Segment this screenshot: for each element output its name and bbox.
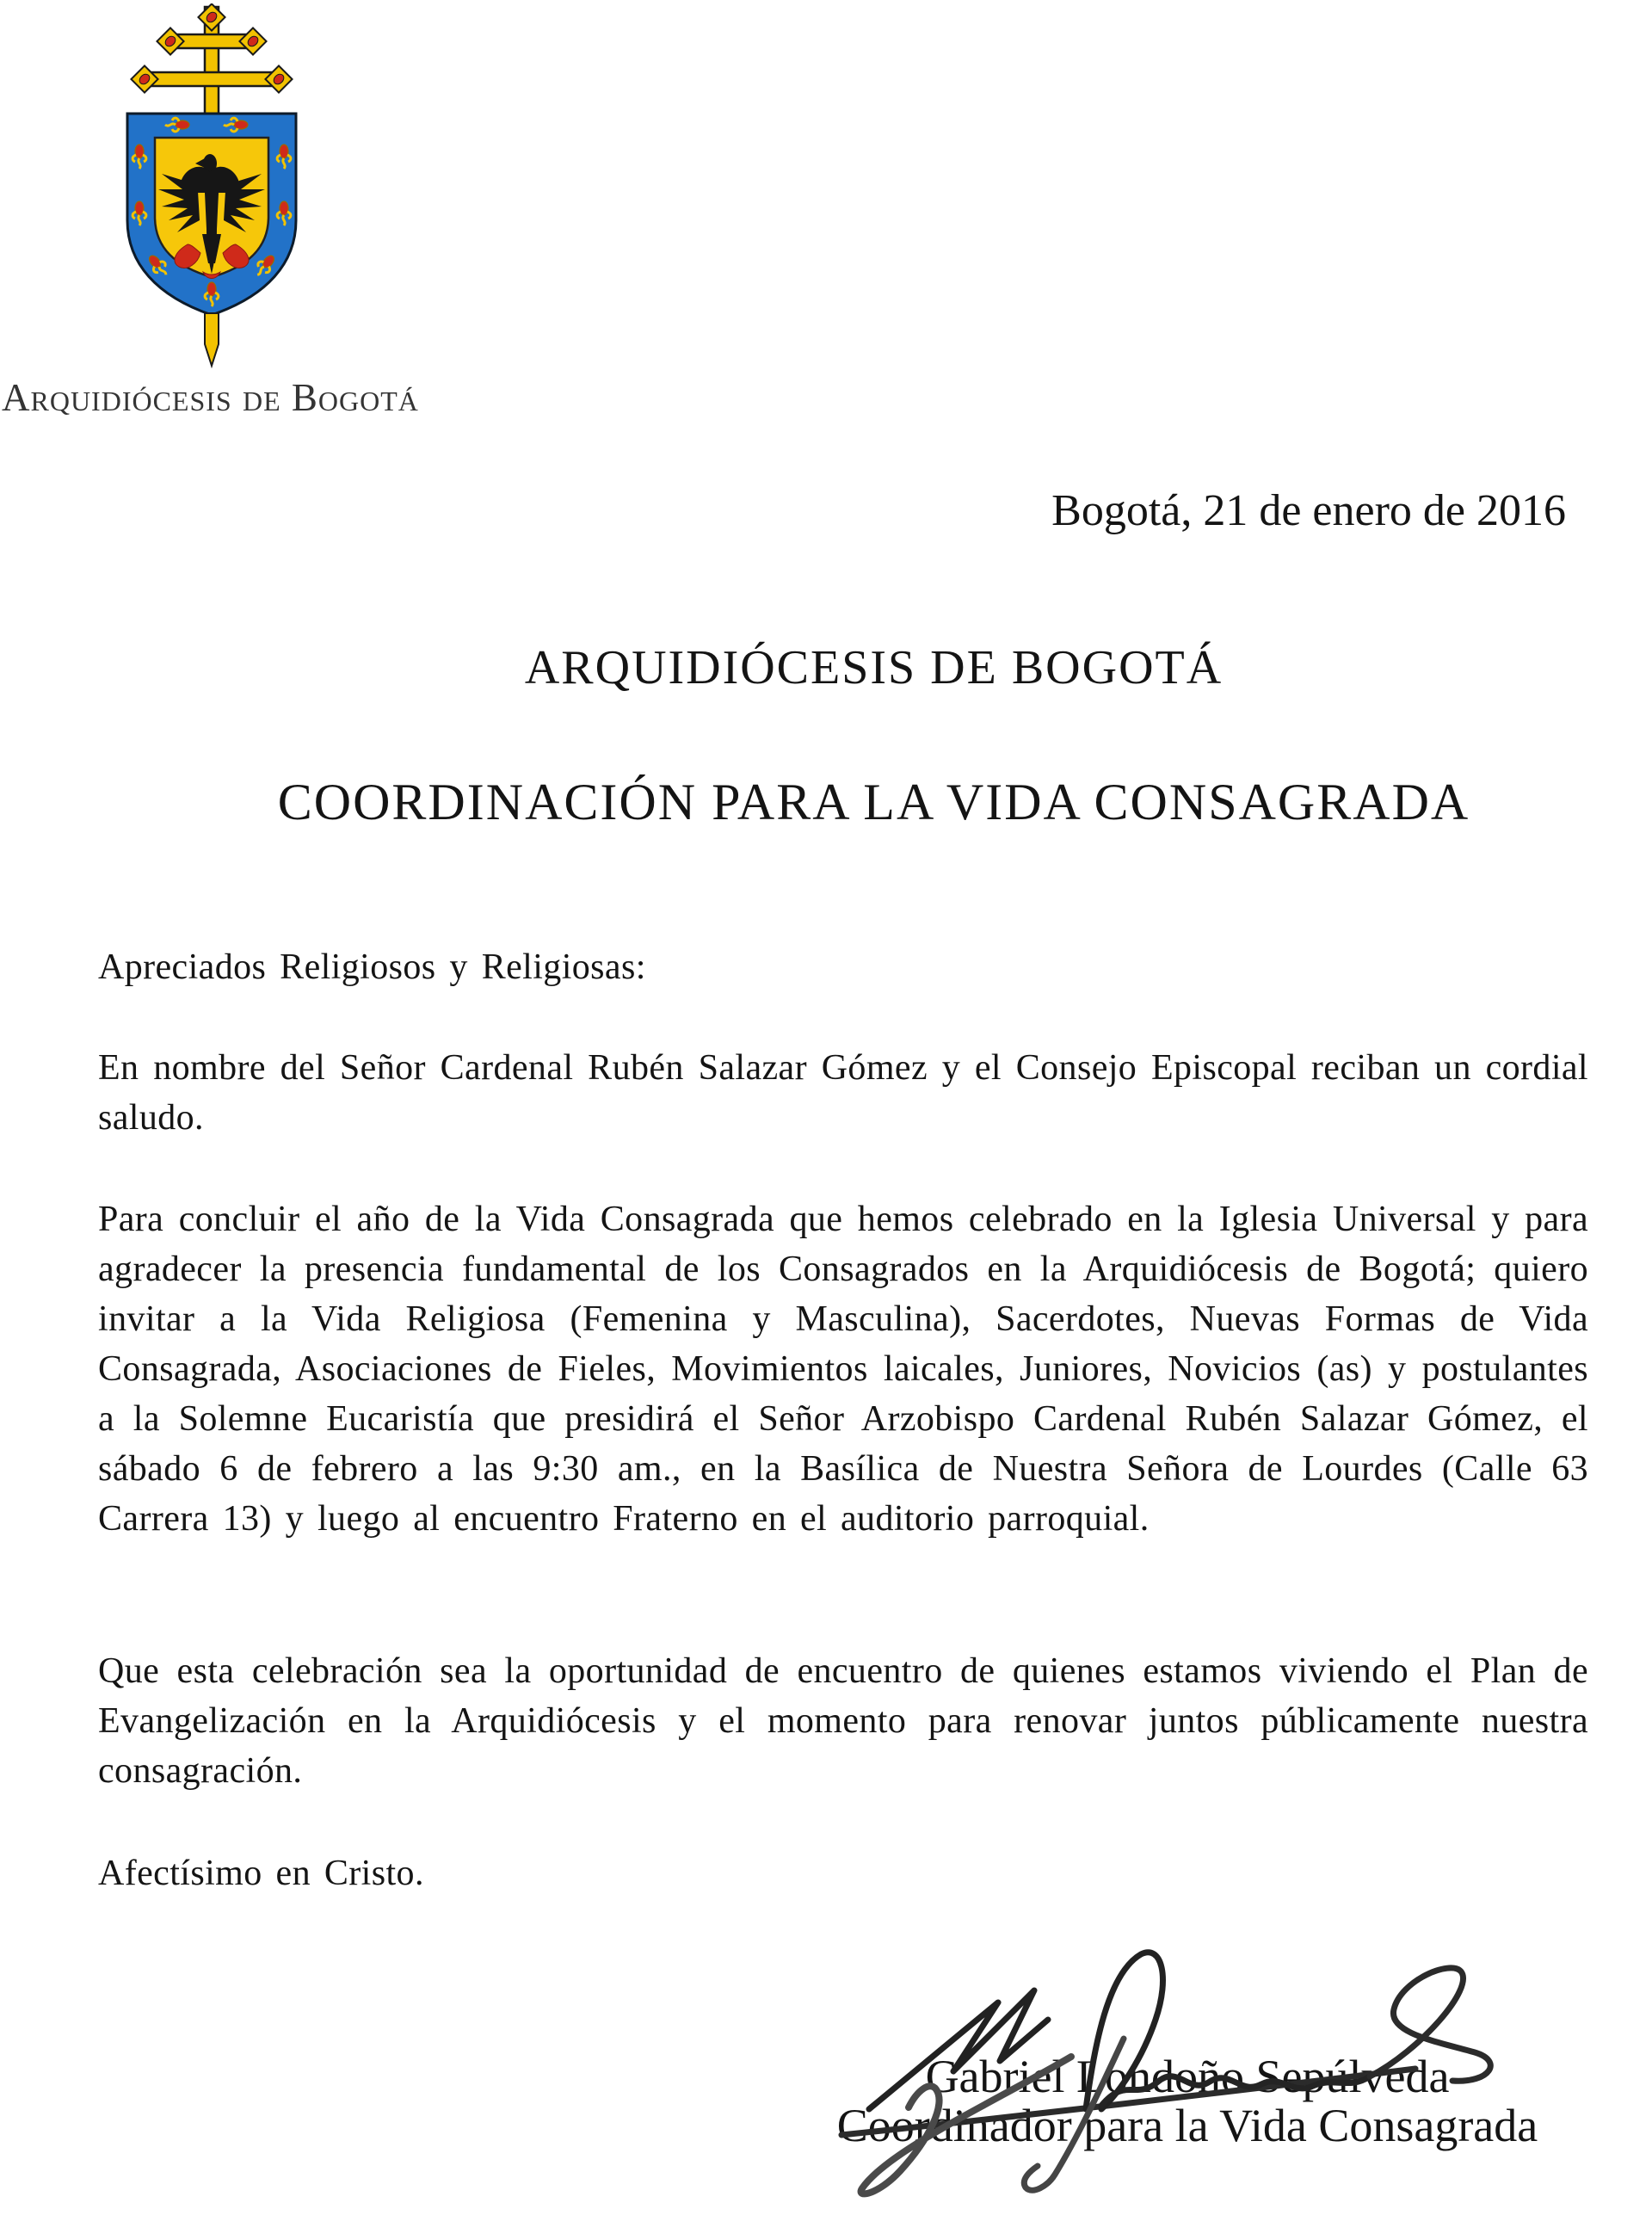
closing-line: Afectísimo en Cristo.	[98, 1854, 424, 1893]
signer-role: Coordinador para la Vida Consagrada	[836, 2100, 1538, 2151]
letterhead-caption: Arquidiócesis de Bogotá	[2, 376, 419, 419]
heading-coordination: COORDINACIÓN PARA LA VIDA CONSAGRADA	[277, 774, 1470, 830]
signer-name: Gabriel Londoño Sepúlveda	[925, 2051, 1450, 2102]
paragraph-invitation: Para concluir el año de la Vida Consagrada que hemos celebrado en la Iglesia Universal y para agradecer la presencia fundamental de los Consagrados en la Arquidiócesis de Bogotá; quiero invitar a la Vida Religiosa (Femenina y Masculina), Sacerdotes, Nuevas Formas de Vida Consagrada, Asociaciones de Fieles, Movimientos laicales, Juniores, Novicios (as) y postulantes a la Solemne Eucaristía que presidirá el Señor Arzobispo Cardenal Rubén Salazar Gómez, el sábado 6 de febrero a las 9:30 am., en la Basílica de Nuestra Señora de Lourdes (Calle 63 Carrera 13) y luego al encuentro Fraterno en el auditorio parroquial.	[98, 1200, 1588, 1539]
paragraph-celebration: Que esta celebración sea la oportunidad de encuentro de quienes estamos viviendo el Plan de Evangelización en la Arquidiócesis y el momento para renovar juntos públicamente nuestra consagración.	[98, 1651, 1588, 1791]
signature-block	[800, 2052, 1575, 2150]
date-line: Bogotá, 21 de enero de 2016	[1051, 486, 1566, 535]
paragraph-salutation: En nombre del Señor Cardenal Rubén Salazar Gómez y el Consejo Episcopal reciban un cordial saludo.	[98, 1048, 1588, 1138]
coat-of-arms-logo	[120, 3, 303, 368]
greeting-line: Apreciados Religiosos y Religiosas:	[98, 947, 646, 987]
heading-archdiocese: ARQUIDIÓCESIS DE BOGOTÁ	[524, 641, 1224, 694]
sword-blade	[205, 313, 219, 366]
